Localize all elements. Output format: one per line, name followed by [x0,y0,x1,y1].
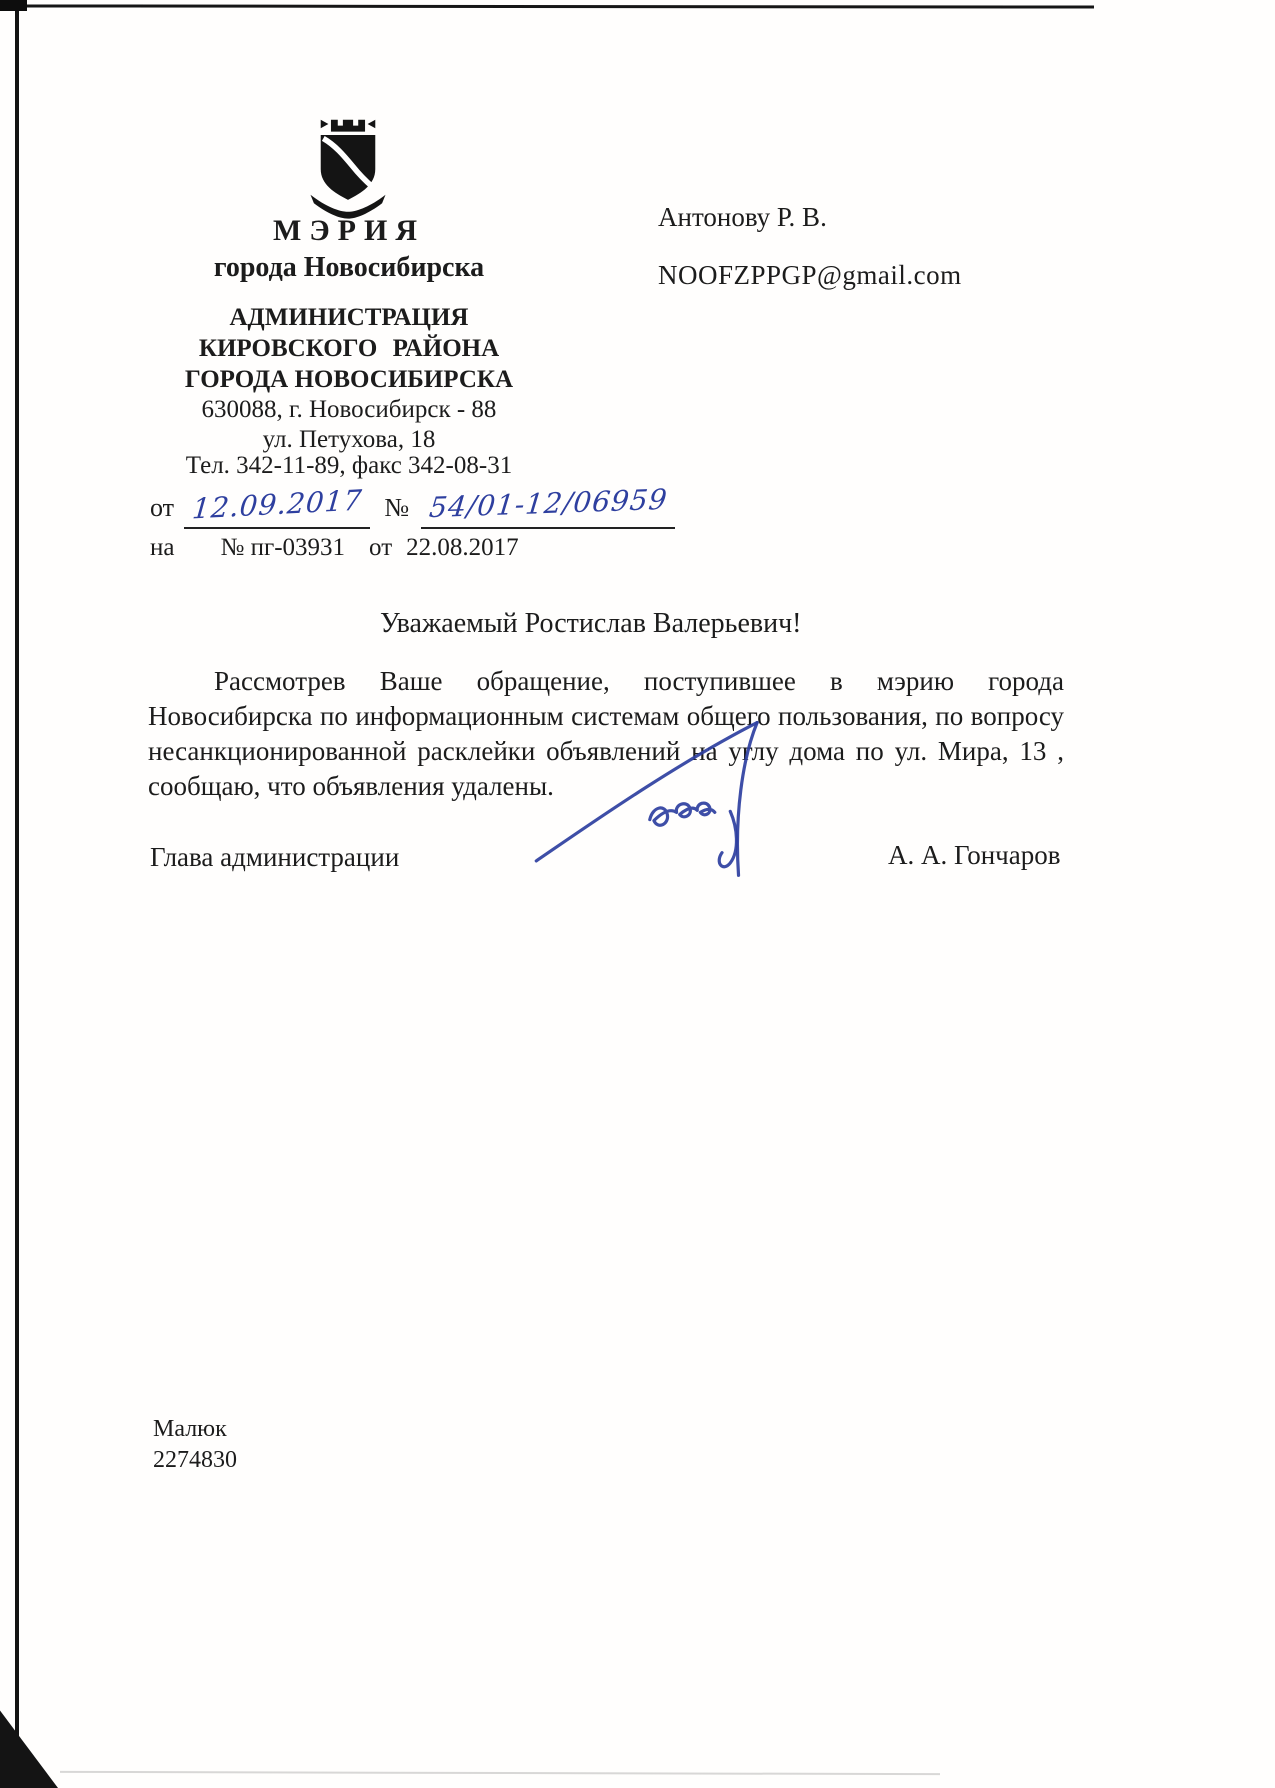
scan-corner-bottom-left [0,1700,58,1788]
incoming-reference-line [150,534,519,562]
department-line-2: КИРОВСКОГО РАЙОНА [198,335,500,362]
number-sign: № [384,493,410,522]
handwritten-outgoing-date: 12.09.2017 [190,483,364,526]
scan-corner-top-left [0,0,27,11]
incoming-from-label: от [369,534,393,561]
reply-label: на [150,534,175,561]
executor-phone: 2274830 [153,1447,237,1473]
department-name [108,302,590,395]
postal-address: 630088, г. Новосибирск - 88 [201,396,497,423]
from-label: от [150,493,175,522]
scan-edge-top [26,4,1094,8]
signer-title: Глава администрации [150,842,400,872]
incoming-date: 22.08.2017 [406,534,519,561]
recipient-name: Антонову Р. В. [658,202,827,232]
department-line-1: АДМИНИСТРАЦИЯ [229,304,469,331]
outgoing-reference-line [150,482,675,529]
handwritten-outgoing-number: 54/01-12/06959 [427,482,670,525]
outgoing-number-field [421,482,675,529]
department-line-3: ГОРОДА НОВОСИБИРСКА [184,366,514,393]
org-name-secondary: города Новосибирска [213,252,485,283]
street-address: ул. Петухова, 18 [262,426,436,453]
salutation: Уважаемый Ростислав Валерьевич! [380,608,802,639]
phone-fax-line: Тел. 342-11-89, факс 342-08-31 [185,452,513,479]
novosibirsk-coat-of-arms-icon [300,118,396,222]
org-name-primary: МЭРИЯ [273,214,425,247]
handwritten-signature [528,712,786,888]
signer-name: А. А. Гончаров [888,840,1061,870]
outgoing-date-field [184,483,370,529]
incoming-number: № пг-03931 [220,534,346,561]
org-address [108,395,590,455]
scan-edge-bottom [60,1771,940,1775]
body-paragraph: Рассмотрев Ваше обращение, поступившее в мэрию города Новосибирска по информационным системам общего пользования, по вопросу несанкционированной расклейки объявлений на углу дома по ул. Мира, 13 , сообщаю, что объявления удалены. [148,666,1064,801]
recipient-email: NOOFZPPGP@gmail.com [658,260,962,290]
executor-block [153,1414,237,1476]
executor-name: Малюк [153,1416,227,1442]
scan-edge-left [15,1,19,1759]
